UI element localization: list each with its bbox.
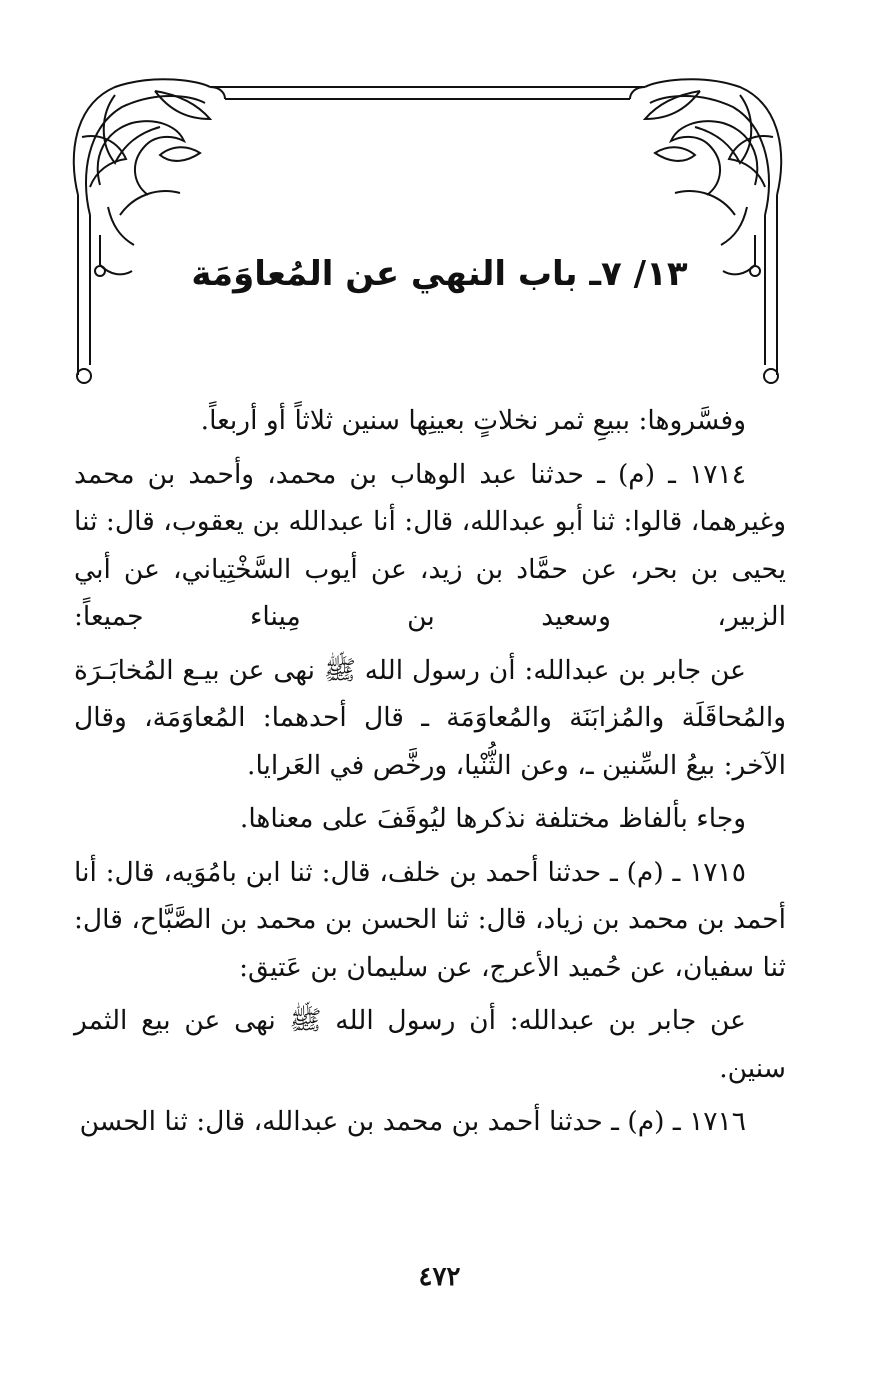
page-number: ٤٧٢ <box>418 1262 461 1292</box>
main-text <box>74 397 786 1146</box>
paragraph-hadith-1715-matn: عن جابر بن عبدالله: أن رسول الله ﷺ نهى عن بيع الثمر سنين. <box>74 1005 786 1084</box>
paragraph-hadith-1714-isnad: ١٧١٤ ـ (م) ـ حدثنا عبد الوهاب بن محمد، وأحمد بن محمد وغيرهما، قالوا: ثنا أبو عبدالله، قال: أنا عبدالله بن يعقوب، قال: ثنا يحيى بن بحر، عن حمَّاد بن زيد، عن أيوب السَّخْتِياني، عن أبي الزبير، وسعيد بن مِيناء جميعاً: <box>74 458 786 632</box>
paragraph-explanation: وفسَّروها: ببيعِ ثمر نخلاتٍ بعينِها سنين ثلاثاً أو أربعاً. <box>200 405 746 436</box>
paragraph-note: وجاء بألفاظ مختلفة نذكرها ليُوقَفَ على معناها. <box>239 803 746 834</box>
paragraph-hadith-1714-matn: عن جابر بن عبدالله: أن رسول الله ﷺ نهى عن بيـع المُخابَـرَة والمُحاقَلَة والمُزابَنَة والمُعاوَمَة ـ قال أحدهما: المُعاوَمَة، وقال الآخر: بيعُ السِّنين ـ، وعن الثُّنْيا، ورخَّص في العَرايا. <box>74 654 786 781</box>
ornamental-frame <box>60 75 795 385</box>
paragraph-hadith-1716-isnad: ١٧١٦ ـ (م) ـ حدثنا أحمد بن محمد بن عبدالله، قال: ثنا الحسن <box>79 1106 746 1137</box>
paragraph-hadith-1715-isnad: ١٧١٥ ـ (م) ـ حدثنا أحمد بن خلف، قال: ثنا ابن بامُوَيه، قال: أنا أحمد بن محمد بن زياد، قال: ثنا الحسن بن محمد بن الصَّبَّاح، قال: ثنا سفيان، عن حُميد الأعرج، عن سليمان بن عَتيق: <box>74 856 786 983</box>
chapter-title: ١٣/ ٧ـ باب النهي عن المُعاوَمَة <box>191 254 688 294</box>
